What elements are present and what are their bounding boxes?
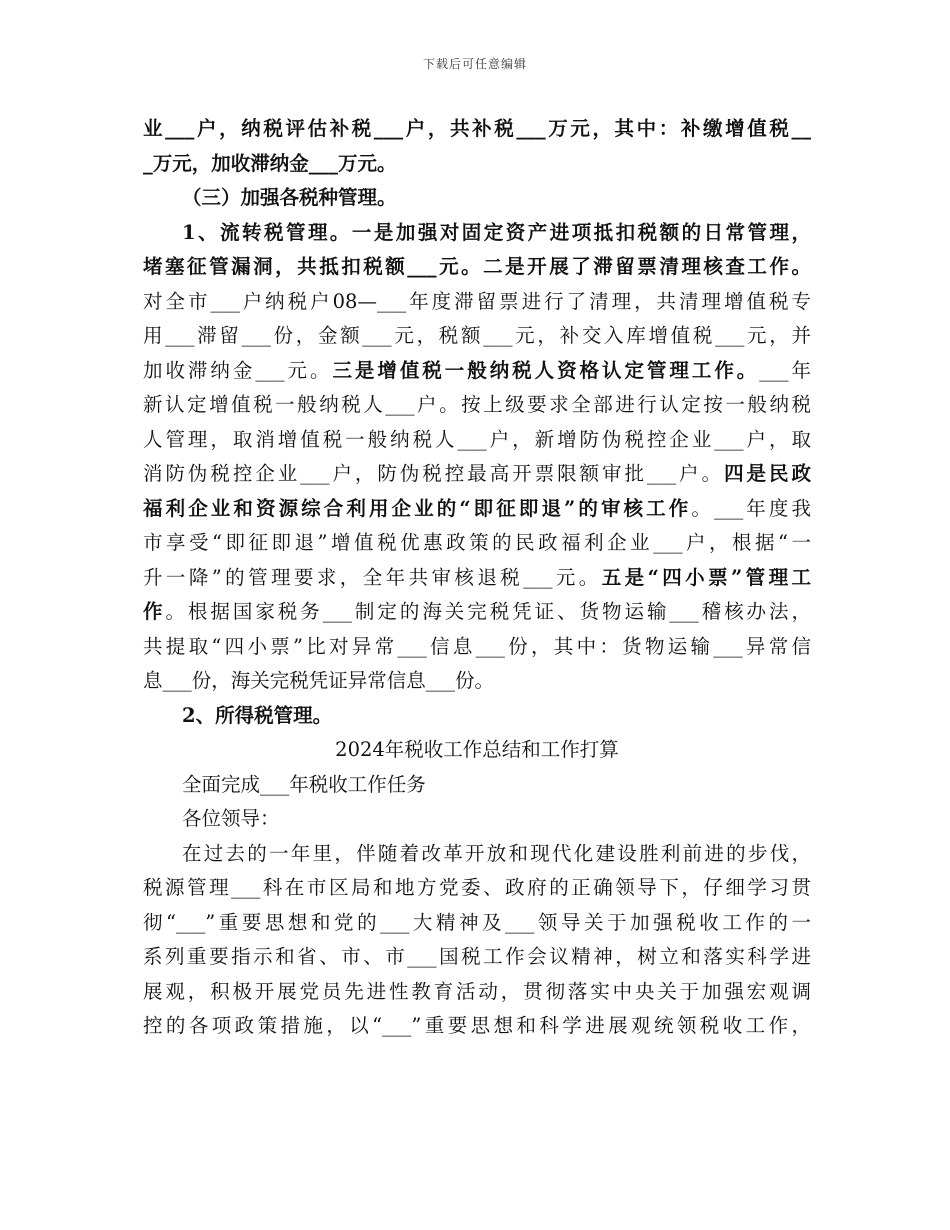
text-line [143, 285, 811, 320]
text-segment: 在过去的一年里，伴随着改革开放和现代化建设胜利前进的步伐， [182, 841, 811, 865]
bold-text-segment: 作 [143, 600, 166, 623]
text-line [143, 1009, 811, 1044]
text-segment: 对全市___户纳税户08—___年度滞留票进行了清理，共清理增值税专 [143, 289, 811, 313]
bold-text-segment: _万元，加收滞纳金___万元。 [143, 151, 397, 175]
page-header-note: 下载后可任意编辑 [422, 57, 527, 71]
text-line [143, 112, 811, 147]
text-segment: 。根据国家税务___制定的海关完税凭证、货物运输___稽核办法， [165, 600, 811, 623]
bold-text-segment: 堵塞征管漏洞，共抵扣税额___元。二是开展了滞留票清理核查工作。 [143, 255, 811, 278]
text-segment: 人管理，取消增值税一般纳税人___户，新增防伪税控企业___户，取 [143, 427, 811, 451]
bold-text-segment: 1、流转税管理。一是加强对固定资产进项抵扣税额的日常管理， [182, 220, 811, 244]
text-segment: 系列重要指示和省、市、市___国税工作会议精神，树立和落实科学进 [143, 945, 811, 968]
text-segment: 展观，积极开展党员先进性教育活动，贯彻落实中央关于加强宏观调 [143, 979, 811, 1003]
text-segment: 市享受“即征即退”增值税优惠政策的民政福利企业___户，根据“一 [143, 531, 811, 554]
text-segment: 息___份，海关完税凭证异常信息___份。 [143, 669, 495, 692]
text-line [143, 802, 811, 837]
text-segment: 彻“___”重要思想和党的___大精神及___领导关于加强税收工作的一 [143, 910, 811, 934]
text-segment: 。___年度我 [691, 496, 811, 520]
text-line [143, 699, 811, 734]
text-line [143, 319, 811, 354]
text-line [143, 181, 811, 216]
text-line [143, 526, 811, 561]
text-line [143, 630, 811, 665]
document-body [143, 112, 811, 1044]
text-line [143, 561, 811, 596]
text-segment: 升一降”的管理要求，全年共审核退税___元。 [143, 565, 602, 589]
text-line [143, 837, 811, 872]
text-line [143, 975, 811, 1010]
text-line [143, 871, 811, 906]
text-line [143, 250, 811, 285]
text-line [143, 388, 811, 423]
text-line [143, 768, 811, 803]
bold-text-segment: 三是增值税一般纳税人资格认定管理工作。 [332, 358, 760, 382]
bold-text-segment: 业___户，纳税评估补税___户，共补税___万元，其中：补缴增值税__ [143, 117, 811, 140]
text-segment: 共提取“四小票”比对异常___信息___份，其中：货物运输___异常信 [143, 634, 811, 658]
bold-text-segment: 2、所得税管理。 [182, 703, 333, 727]
text-line [143, 423, 811, 458]
text-line [143, 492, 811, 527]
text-segment: 税源管理___科在市区局和地方党委、政府的正确领导下，仔细学习贯 [143, 876, 811, 899]
text-segment: 新认定增值税一般纳税人___户。按上级要求全部进行认定按一般纳税 [143, 393, 811, 416]
text-line [143, 906, 811, 941]
text-segment: 各位领导： [182, 807, 280, 830]
text-segment: 控的各项政策措施，以“___”重要思想和科学进展观统领税收工作， [143, 1014, 811, 1037]
text-line [143, 940, 811, 975]
text-segment: ___年 [759, 358, 811, 382]
text-segment: 全面完成___年税收工作任务 [182, 772, 426, 796]
text-line [143, 216, 811, 251]
section-title [143, 733, 811, 768]
text-segment: 2024年税收工作总结和工作打算 [335, 738, 619, 761]
text-line [143, 457, 811, 492]
text-line [143, 595, 811, 630]
text-line [143, 664, 811, 699]
text-segment: 消防伪税控企业___户，防伪税控最高开票限额审批___户。 [143, 462, 725, 485]
text-segment: 用___滞留___份，金额___元，税额___元，补交入库增值税___元，并 [143, 324, 811, 347]
bold-text-segment: （三）加强各税种管理。 [182, 186, 397, 209]
bold-text-segment: 五是“四小票”管理工 [601, 565, 811, 589]
bold-text-segment: 四是民政 [724, 462, 811, 485]
bold-text-segment: 福利企业和资源综合利用企业的“即征即退”的审核工作 [143, 496, 692, 520]
text-line [143, 147, 811, 182]
text-line [143, 354, 811, 389]
text-segment: 加收滞纳金___元。 [143, 358, 333, 382]
